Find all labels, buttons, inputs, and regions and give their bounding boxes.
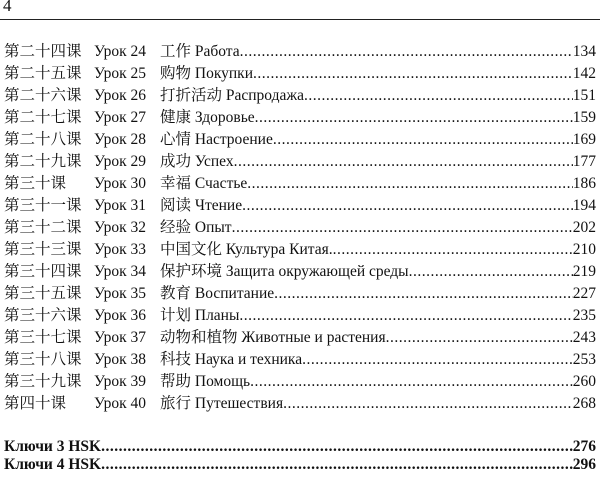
toc-entry[interactable] xyxy=(4,173,596,195)
dot-leader xyxy=(304,85,573,107)
toc-entry[interactable] xyxy=(4,239,596,261)
lesson-page-number: 134 xyxy=(572,43,596,60)
lesson-number-chinese: 第三十课 xyxy=(4,175,67,192)
lesson-number-chinese: 第三十五课 xyxy=(4,285,82,302)
lesson-page-number: 151 xyxy=(572,87,596,104)
toc-entry[interactable] xyxy=(4,393,596,415)
toc-entry[interactable] xyxy=(4,195,596,217)
dot-leader xyxy=(253,63,573,85)
lesson-title: 成功 Успех xyxy=(160,153,234,170)
dot-leader xyxy=(239,305,572,327)
dot-leader xyxy=(274,283,573,305)
toc-entry[interactable] xyxy=(4,41,596,63)
lesson-title: 工作 Работа xyxy=(160,43,240,60)
lesson-title: 帮助 Помощь xyxy=(160,373,251,390)
lesson-number-russian: Урок 25 xyxy=(94,65,147,82)
lesson-number-russian: Урок 31 xyxy=(94,197,147,214)
lesson-page-number: 210 xyxy=(572,241,596,258)
lesson-number-chinese: 第二十四课 xyxy=(4,43,82,60)
lesson-number-russian: Урок 34 xyxy=(94,263,147,280)
keys-title: Ключи 4 HSK xyxy=(4,456,102,473)
lesson-number-russian: Урок 29 xyxy=(94,153,147,170)
dot-leader xyxy=(234,151,573,173)
lesson-number-chinese: 第三十三课 xyxy=(4,241,82,258)
lesson-number-chinese: 第三十四课 xyxy=(4,263,82,280)
lesson-title: 幸福 Счастье xyxy=(160,175,248,192)
lesson-title: 购物 Покупки xyxy=(160,65,254,82)
toc-entry[interactable] xyxy=(4,349,596,371)
dot-leader xyxy=(273,129,573,151)
lesson-page-number: 235 xyxy=(572,307,596,324)
toc-entry[interactable] xyxy=(4,305,596,327)
lesson-title: 健康 Здоровье xyxy=(160,109,255,126)
dot-leader xyxy=(302,349,573,371)
keys-page: 296 xyxy=(572,456,596,473)
keys-entry-hsk4[interactable] xyxy=(4,454,596,476)
lesson-number-chinese: 第二十七课 xyxy=(4,109,82,126)
lesson-number-russian: Урок 37 xyxy=(94,329,147,346)
dot-leader xyxy=(101,454,573,476)
dot-leader xyxy=(242,195,573,217)
lesson-page-number: 177 xyxy=(572,153,596,170)
lesson-page-number: 268 xyxy=(572,395,596,412)
lesson-title: 中国文化 Культура Китая. xyxy=(160,241,333,258)
lesson-title: 经验 Опыт xyxy=(160,219,232,236)
toc-entry[interactable] xyxy=(4,327,596,349)
keys-page: 276 xyxy=(572,438,596,455)
lesson-number-chinese: 第四十课 xyxy=(4,395,67,412)
lesson-number-chinese: 第三十一课 xyxy=(4,197,82,214)
lesson-number-russian: Урок 27 xyxy=(94,109,147,126)
dot-leader xyxy=(409,261,573,283)
keys-title: Ключи 3 HSK xyxy=(4,438,102,455)
lesson-number-russian: Урок 24 xyxy=(94,43,147,60)
lesson-title: 心情 Настроение xyxy=(160,131,273,148)
lesson-number-russian: Урок 30 xyxy=(94,175,147,192)
lesson-title: 计划 Планы xyxy=(160,307,240,324)
lesson-number-russian: Урок 40 xyxy=(94,395,147,412)
toc-entry[interactable] xyxy=(4,129,596,151)
lesson-page-number: 260 xyxy=(572,373,596,390)
lesson-title: 动物和植物 Животные и растения xyxy=(160,329,386,346)
dot-leader xyxy=(247,173,572,195)
lesson-number-russian: Урок 39 xyxy=(94,373,147,390)
lesson-page-number: 159 xyxy=(572,109,596,126)
lesson-page-number: 253 xyxy=(572,351,596,368)
lesson-number-russian: Урок 35 xyxy=(94,285,147,302)
lesson-number-chinese: 第二十九课 xyxy=(4,153,82,170)
dot-leader xyxy=(240,41,573,63)
toc-entry[interactable] xyxy=(4,85,596,107)
lesson-number-chinese: 第二十八课 xyxy=(4,131,82,148)
lesson-title: 阅读 Чтение xyxy=(160,197,243,214)
lesson-page-number: 194 xyxy=(572,197,596,214)
lesson-title: 教育 Воспитание xyxy=(160,285,275,302)
dot-leader xyxy=(283,393,573,415)
table-of-contents xyxy=(4,41,596,415)
dot-leader xyxy=(255,107,573,129)
lesson-number-russian: Урок 36 xyxy=(94,307,147,324)
lesson-number-russian: Урок 33 xyxy=(94,241,147,258)
lesson-number-chinese: 第三十六课 xyxy=(4,307,82,324)
lesson-page-number: 142 xyxy=(572,65,596,82)
lesson-page-number: 202 xyxy=(572,219,596,236)
lesson-number-chinese: 第三十二课 xyxy=(4,219,82,236)
lesson-page-number: 169 xyxy=(572,131,596,148)
lesson-number-russian: Урок 32 xyxy=(94,219,147,236)
toc-entry[interactable] xyxy=(4,217,596,239)
toc-entry[interactable] xyxy=(4,261,596,283)
dot-leader xyxy=(232,217,573,239)
header-rule xyxy=(0,19,600,20)
lesson-title: 旅行 Путешествия xyxy=(160,395,284,412)
lesson-title: 保护环境 Защита окружающей среды xyxy=(160,263,409,280)
lesson-number-chinese: 第二十六课 xyxy=(4,87,82,104)
toc-entry[interactable] xyxy=(4,107,596,129)
toc-entry[interactable] xyxy=(4,63,596,85)
lesson-number-chinese: 第三十九课 xyxy=(4,373,82,390)
lesson-page-number: 219 xyxy=(572,263,596,280)
toc-entry[interactable] xyxy=(4,283,596,305)
lesson-number-chinese: 第三十七课 xyxy=(4,329,82,346)
dot-leader xyxy=(386,327,573,349)
toc-entry[interactable] xyxy=(4,371,596,393)
page-number: 4 xyxy=(3,0,12,15)
lesson-title: 科技 Наука и техника xyxy=(160,351,303,368)
toc-entry[interactable] xyxy=(4,151,596,173)
dot-leader xyxy=(250,371,573,393)
dot-leader xyxy=(333,239,573,261)
lesson-page-number: 243 xyxy=(572,329,596,346)
lesson-page-number: 186 xyxy=(572,175,596,192)
lesson-number-chinese: 第三十八课 xyxy=(4,351,82,368)
lesson-number-russian: Урок 26 xyxy=(94,87,147,104)
lesson-number-russian: Урок 28 xyxy=(94,131,147,148)
lesson-number-russian: Урок 38 xyxy=(94,351,147,368)
lesson-number-chinese: 第二十五课 xyxy=(4,65,82,82)
lesson-title: 打折活动 Распродажа xyxy=(160,87,304,104)
lesson-page-number: 227 xyxy=(572,285,596,302)
